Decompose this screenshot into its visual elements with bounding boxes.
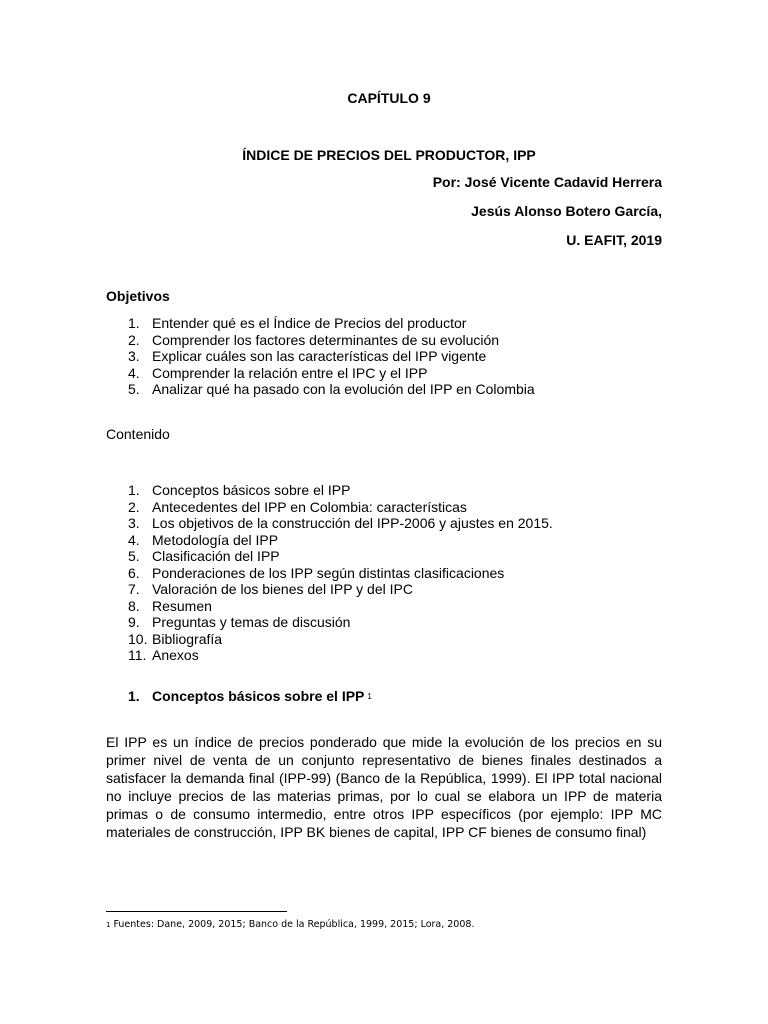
list-item (106, 515, 553, 532)
author-line-3: U. EAFIT, 2019 (566, 232, 662, 248)
author-line-1: Por: José Vicente Cadavid Herrera (432, 174, 662, 190)
list-item (106, 365, 535, 382)
list-item-number: 5. (128, 381, 140, 397)
list-item-number: 1. (128, 482, 140, 498)
list-item-text: Clasificación del IPP (152, 548, 280, 564)
list-item (106, 348, 535, 365)
footnote-divider (106, 911, 287, 912)
list-item-text: Comprender los factores determinantes de su evolución (152, 331, 500, 348)
list-item-number: 8. (128, 597, 140, 614)
list-item-text: Analizar qué ha pasado con la evolución del IPP en Colombia (152, 381, 535, 397)
list-item-number: 7. (128, 581, 140, 597)
list-item (106, 581, 553, 598)
contenido-heading: Contenido (106, 426, 170, 442)
section-1-heading (128, 688, 372, 705)
list-item-number: 9. (128, 614, 140, 630)
author-line-2: Jesús Alonso Botero García, (471, 203, 662, 219)
list-item (106, 565, 553, 582)
list-item (106, 647, 553, 664)
list-item (106, 614, 553, 631)
list-item-text: Ponderaciones de los IPP según distintas clasificaciones (152, 564, 505, 581)
section-1-number: 1. (128, 688, 140, 704)
list-item (106, 631, 553, 648)
list-item-number: 4. (128, 364, 140, 381)
list-item-number: 11. (128, 647, 147, 663)
list-item (106, 548, 553, 565)
list-item-text: Anexos (152, 647, 199, 663)
list-item (106, 499, 553, 516)
list-item (106, 332, 535, 349)
objetivos-list (106, 315, 535, 398)
list-item-number: 10. (128, 630, 148, 647)
list-item-text: Preguntas y temas de discusión (152, 614, 351, 630)
list-item-number: 3. (128, 348, 140, 364)
list-item-text: Entender qué es el Índice de Precios del productor (152, 315, 467, 331)
list-item-text: Resumen (152, 597, 212, 614)
list-item-number: 6. (128, 564, 140, 581)
list-item-text: Comprender la relación entre el IPC y el IPP (152, 364, 428, 381)
contenido-list (106, 482, 553, 664)
footnote-text: Fuentes: Dane, 2009, 2015; Banco de la República, 1999, 2015; Lora, 2008. (113, 919, 475, 930)
list-item-text: Valoración de los bienes del IPP y del IPC (152, 581, 413, 597)
list-item-text: Bibliografía (152, 630, 223, 647)
list-item (106, 315, 535, 332)
footnote (106, 919, 474, 931)
chapter-heading: CAPÍTULO 9 (347, 90, 431, 106)
document-title: ÍNDICE DE PRECIOS DEL PRODUCTOR, IPP (242, 147, 536, 163)
list-item-number: 1. (128, 315, 140, 331)
list-item-number: 2. (128, 331, 140, 348)
list-item-text: Metodología del IPP (152, 531, 279, 548)
section-1-paragraph: El IPP es un índice de precios ponderado que mide la evolución de los precios en su primer nivel de venta de un conjunto representativo de bienes finales destinados a satisfacer la demanda final (IPP-99) (Banco de la República, 1999). El IPP total nacional no incluye precios de las materias primas, por lo cual se elabora un IPP de materia primas o de consumo intermedio, entre otros IPP específicos (por ejemplo: IPP MC materiales de construcción, IPP BK bienes de capital, IPP CF bienes de consumo final) (106, 734, 662, 840)
list-item-number: 4. (128, 531, 140, 548)
footnote-reference: 1 (367, 692, 372, 701)
list-item-number: 3. (128, 515, 140, 531)
list-item-number: 5. (128, 548, 140, 564)
list-item-text: Conceptos básicos sobre el IPP (152, 482, 351, 498)
list-item (106, 381, 535, 398)
list-item (106, 482, 553, 499)
list-item (106, 532, 553, 549)
list-item-number: 2. (128, 498, 140, 515)
objetivos-heading: Objetivos (106, 288, 170, 304)
footnote-number: 1 (106, 921, 111, 929)
list-item-text: Los objetivos de la construcción del IPP-2006 y ajustes en 2015. (152, 515, 553, 531)
section-1-title: Conceptos básicos sobre el IPP (152, 688, 365, 704)
list-item (106, 598, 553, 615)
list-item-text: Antecedentes del IPP en Colombia: características (152, 498, 467, 515)
list-item-text: Explicar cuáles son las características del IPP vigente (152, 348, 487, 364)
